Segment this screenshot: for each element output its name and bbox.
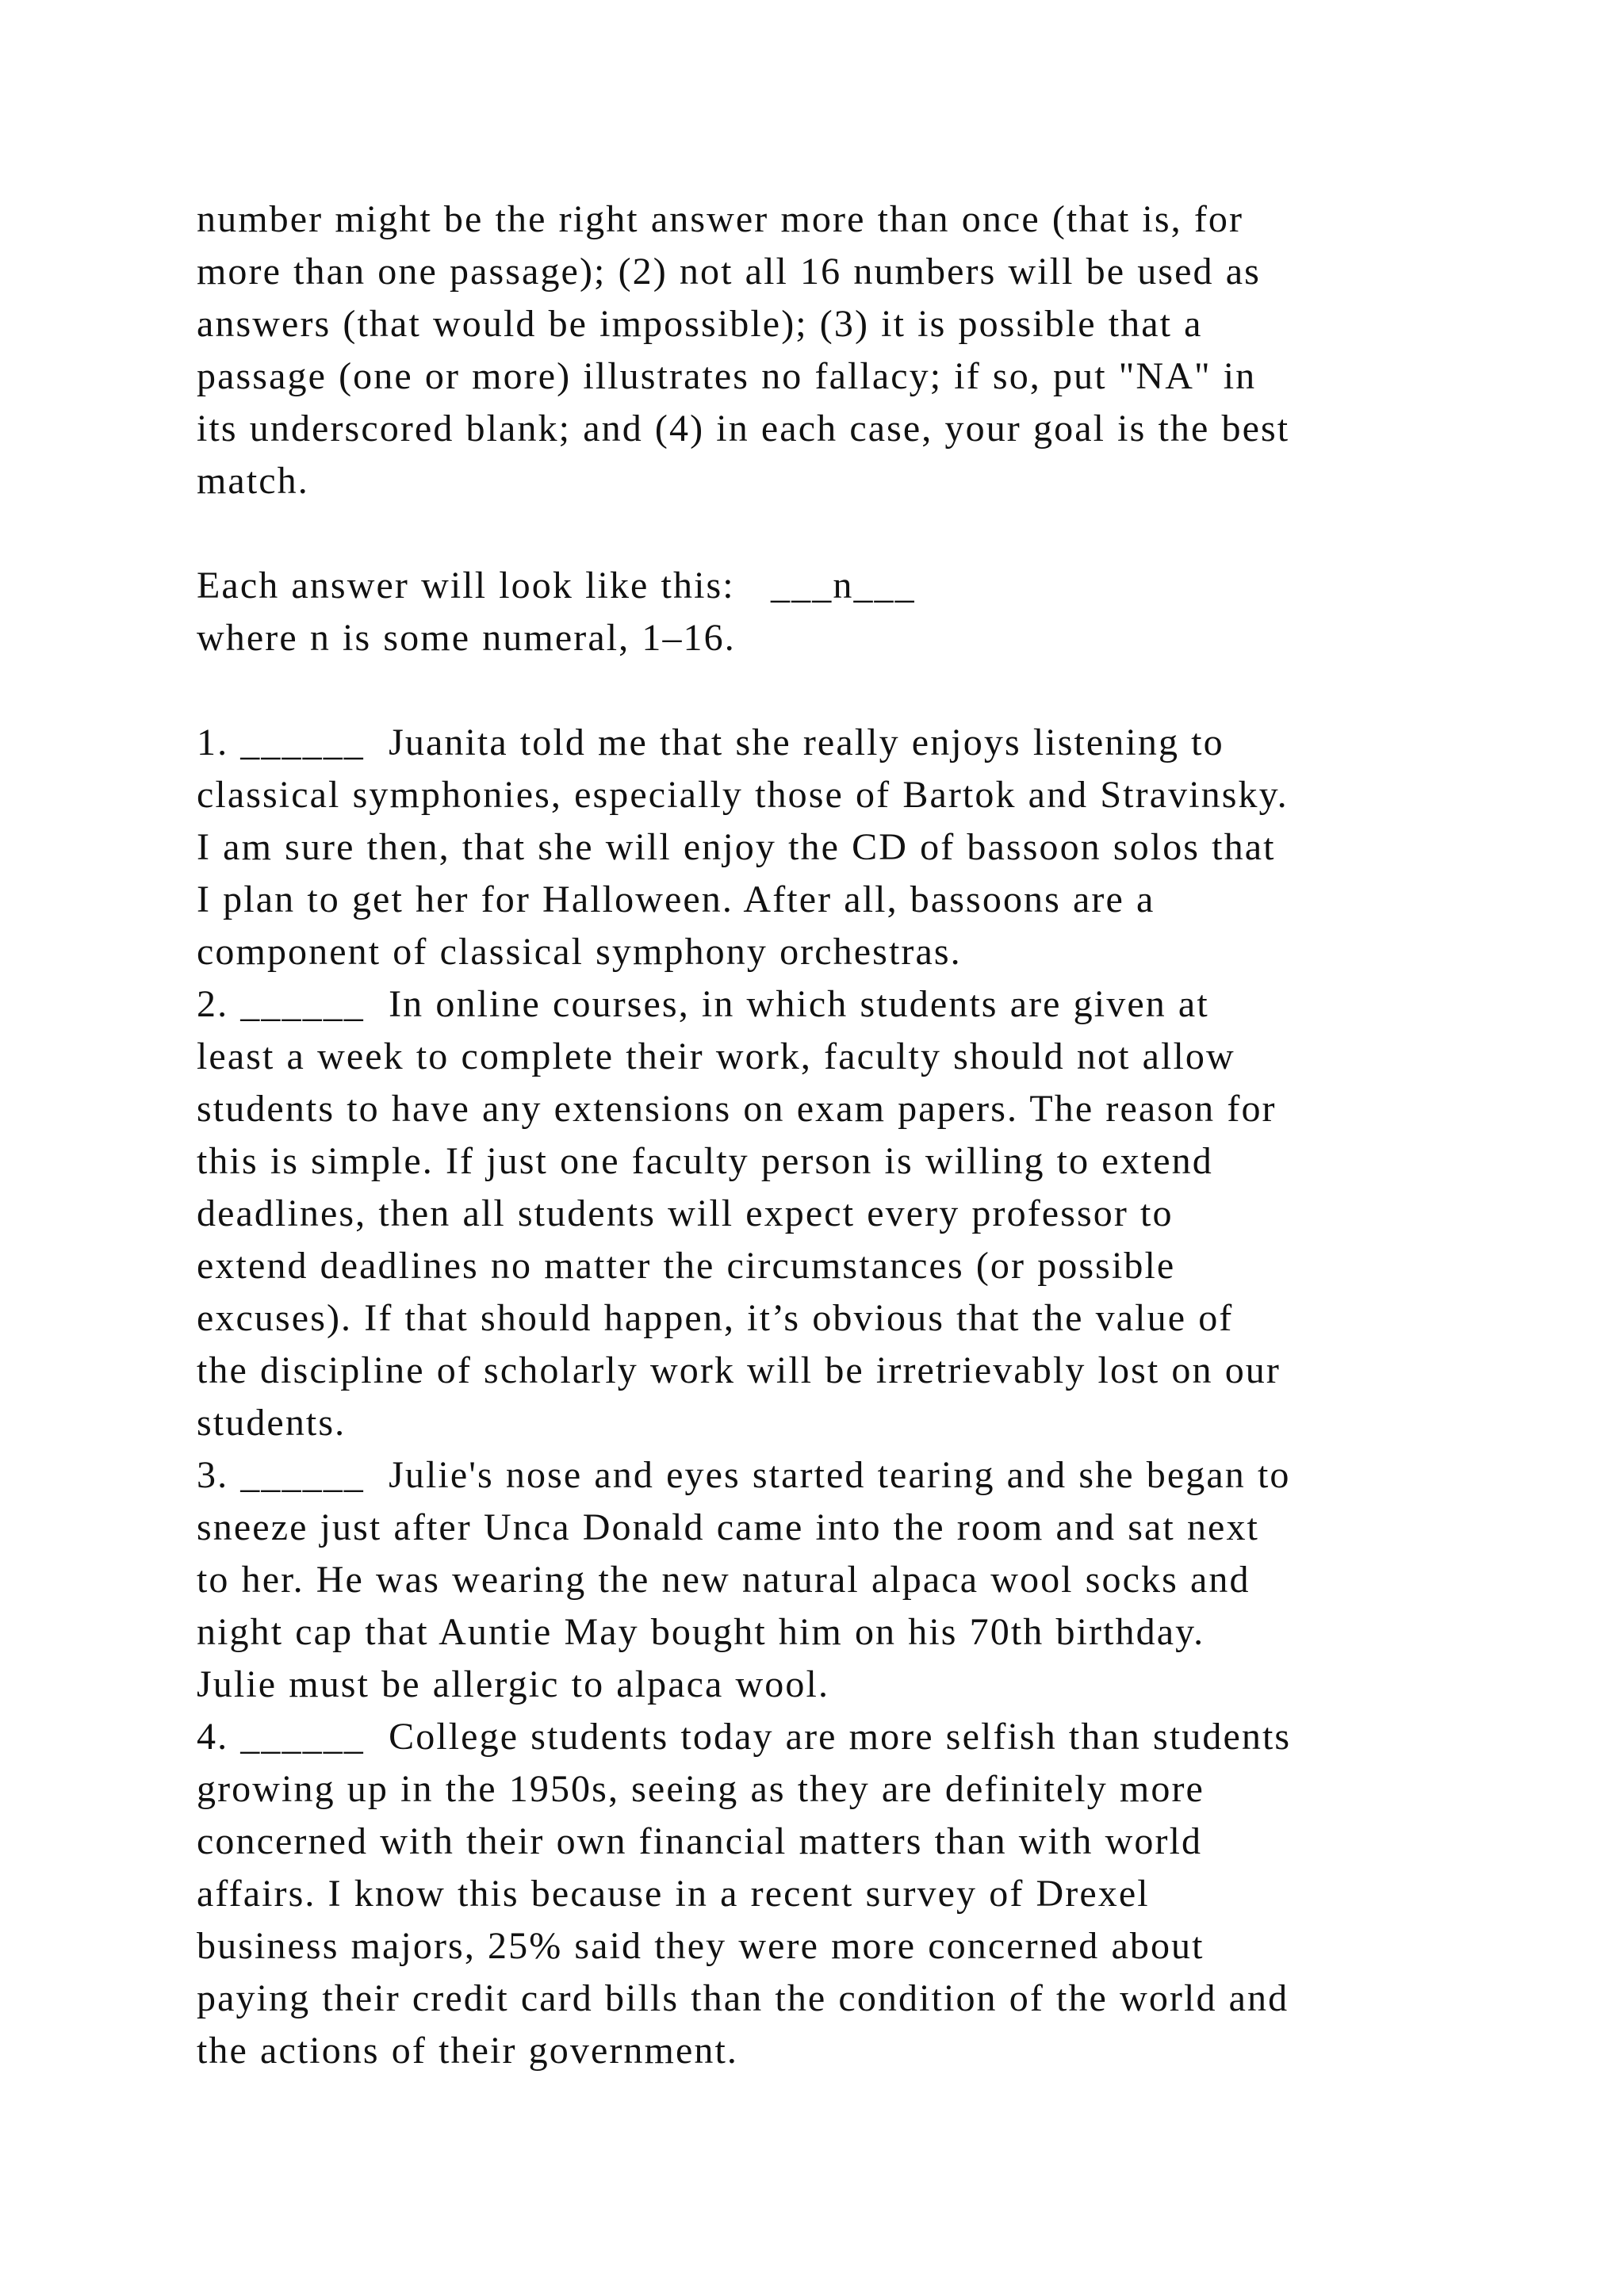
paragraph-spacer: [197, 664, 1465, 717]
text-line: number might be the right answer more than once (that is, for: [197, 198, 1244, 240]
text-line: paying their credit card bills than the condition of the world and: [197, 1977, 1289, 2019]
text-line: passage (one or more) illustrates no fallacy; if so, put "NA" in: [197, 355, 1257, 397]
text-line: students to have any extensions on exam papers. The reason for: [197, 1088, 1277, 1130]
question-item-1: [197, 717, 1465, 978]
text-line: classical symphonies, especially those of Bartok and Stravinsky.: [197, 774, 1289, 816]
question-item-4: [197, 1711, 1465, 2077]
text-line: match.: [197, 460, 309, 502]
instructions-paragraph: [197, 193, 1465, 507]
text-line: the actions of their government.: [197, 2030, 739, 2072]
text-line: concerned with their own financial matters than with world: [197, 1820, 1203, 1862]
question-item-3: [197, 1449, 1465, 1711]
text-line: deadlines, then all students will expect every professor to: [197, 1192, 1174, 1234]
text-line: least a week to complete their work, faculty should not allow: [197, 1035, 1235, 1077]
text-line: this is simple. If just one faculty person is willing to extend: [197, 1140, 1213, 1182]
text-line: business majors, 25% said they were more concerned about: [197, 1925, 1205, 1967]
text-line: 1. ______ Juanita told me that she really enjoys listening to: [197, 721, 1224, 763]
text-line: 2. ______ In online courses, in which students are given at: [197, 983, 1209, 1025]
text-line: extend deadlines no matter the circumstances (or possible: [197, 1245, 1176, 1287]
question-item-2: [197, 978, 1465, 1449]
text-line: Julie must be allergic to alpaca wool.: [197, 1663, 830, 1705]
text-line: answers (that would be impossible); (3) it is possible that a: [197, 303, 1203, 345]
text-line: students.: [197, 1402, 347, 1444]
text-line: to her. He was wearing the new natural alpaca wool socks and: [197, 1559, 1251, 1601]
text-line: I plan to get her for Halloween. After all, bassoons are a: [197, 878, 1155, 920]
text-line: excuses). If that should happen, it’s obvious that the value of: [197, 1297, 1234, 1339]
text-line: 4. ______ College students today are more selfish than students: [197, 1716, 1292, 1758]
text-line: the discipline of scholarly work will be irretrievably lost on our: [197, 1349, 1281, 1391]
paragraph-spacer: [197, 507, 1465, 560]
text-line: 3. ______ Julie's nose and eyes started tearing and she began to: [197, 1454, 1291, 1496]
text-line: its underscored blank; and (4) in each case, your goal is the best: [197, 408, 1290, 450]
text-line: component of classical symphony orchestras.: [197, 931, 962, 973]
text-line: where n is some numeral, 1–16.: [197, 617, 736, 659]
text-line: more than one passage); (2) not all 16 numbers will be used as: [197, 251, 1261, 293]
text-line: sneeze just after Unca Donald came into the room and sat next: [197, 1506, 1259, 1548]
answer-format-paragraph: [197, 560, 1465, 664]
text-line: night cap that Auntie May bought him on his 70th birthday.: [197, 1611, 1205, 1653]
text-line: Each answer will look like this: ___n___: [197, 564, 916, 607]
document-page: [197, 193, 1465, 2077]
text-line: growing up in the 1950s, seeing as they are definitely more: [197, 1768, 1205, 1810]
text-line: affairs. I know this because in a recent survey of Drexel: [197, 1873, 1150, 1915]
text-line: I am sure then, that she will enjoy the CD of bassoon solos that: [197, 826, 1276, 868]
